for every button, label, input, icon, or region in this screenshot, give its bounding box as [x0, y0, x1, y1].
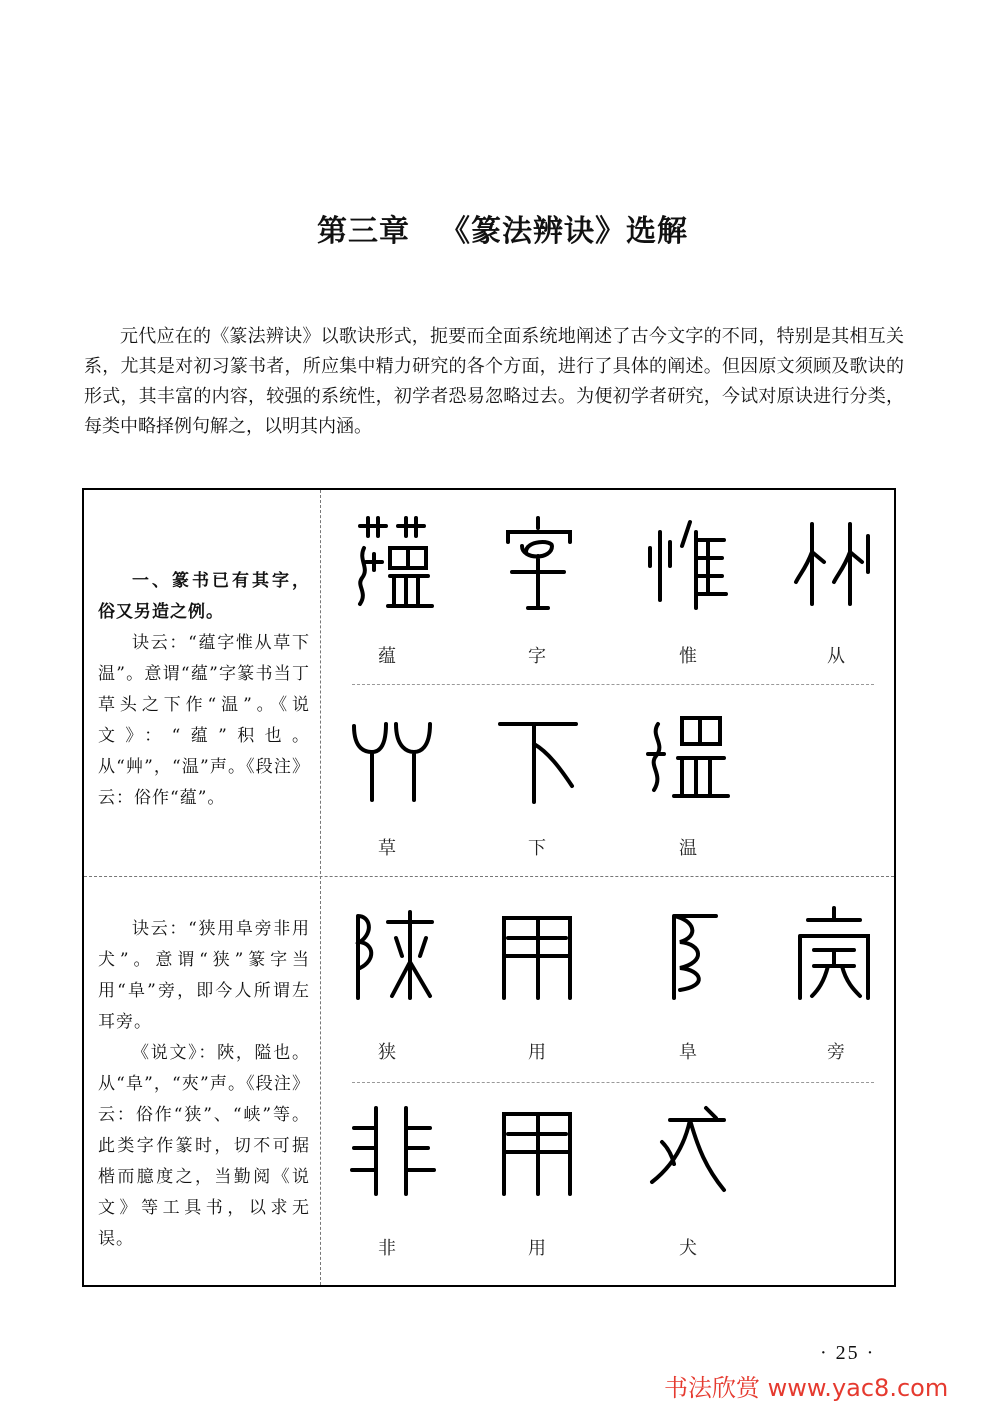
seal-glyph-quan — [640, 1098, 732, 1202]
seal-glyph-cao — [346, 704, 438, 808]
chapter-number: 第三章 — [317, 214, 410, 249]
caption: 非 — [378, 1238, 396, 1259]
caption: 犬 — [679, 1238, 697, 1259]
seal-glyph-pang — [788, 902, 880, 1006]
caption: 下 — [528, 838, 546, 859]
seal-glyph-xia-narrow — [346, 902, 438, 1006]
seal-glyph-wen — [640, 704, 732, 808]
section1-body: 诀云：“蕴字惟从草下温”。意谓“蕴”字篆书当丁草头之下作“温”。《说文》：“蕴”积也。从“艸”，“温”声。《段注》云：俗作“蕴”。 — [98, 633, 310, 808]
section-divider — [84, 876, 894, 877]
example-table — [82, 488, 896, 1287]
caption: 从 — [827, 646, 845, 667]
column-divider — [320, 490, 321, 1285]
seal-glyph-yun — [346, 512, 438, 616]
row-divider — [352, 1082, 874, 1083]
caption: 用 — [528, 1238, 546, 1259]
row-divider — [352, 684, 874, 685]
book-title: 《篆法辨诀》选解 — [440, 214, 688, 249]
caption: 惟 — [679, 646, 697, 667]
seal-glyph-wei — [640, 512, 732, 616]
caption: 温 — [679, 838, 697, 859]
section1-text — [98, 566, 310, 814]
caption: 狭 — [378, 1042, 396, 1063]
seal-glyph-zi — [492, 512, 584, 616]
seal-glyph-xia — [492, 704, 584, 808]
intro-paragraph: 元代应在的《篆法辨诀》以歌诀形式，扼要而全面系统地阐述了古今文字的不同，特别是其相互关系，尤其是对初习篆书者，所应集中精力研究的各个方面，进行了具体的阐述。但因原文须顾及歌诀的形式，其丰富的内容，较强的系统性，初学者恐易忽略过去。为便初学者研究，今试对原诀进行分类，每类中略择例句解之，以明其内涵。 — [84, 326, 904, 437]
seal-glyph-yong-2 — [492, 1098, 584, 1202]
seal-glyph-fei — [346, 1098, 438, 1202]
seal-glyph-cong — [788, 512, 880, 616]
caption: 用 — [528, 1042, 546, 1063]
chapter-title — [0, 206, 1005, 250]
caption: 旁 — [827, 1042, 845, 1063]
caption: 阜 — [679, 1042, 697, 1063]
section2-para2: 《说文》：陜，隘也。从“阜”，“夾”声。《段注》云：俗作“狭”、“峡”等。此类字作篆时，切不可据楷而臆度之，当勤阅《说文》等工具书，以求无误。 — [98, 1043, 310, 1249]
seal-glyph-yong — [492, 902, 584, 1006]
page-number: · 25 · — [820, 1342, 876, 1364]
caption: 蕴 — [378, 646, 396, 667]
section2-para1: 诀云：“狭用阜旁非用犬”。意谓“狭”篆字当用“阜”旁，即今人所谓左耳旁。 — [98, 919, 310, 1032]
seal-glyph-fu — [640, 902, 732, 1006]
section1-heading: 一、篆书已有其字，俗又另造之例。 — [98, 571, 310, 622]
caption: 草 — [378, 838, 396, 859]
section2-text — [98, 914, 310, 1255]
caption: 字 — [528, 646, 546, 667]
watermark: 书法欣赏 www.yac8.com — [664, 1374, 949, 1402]
